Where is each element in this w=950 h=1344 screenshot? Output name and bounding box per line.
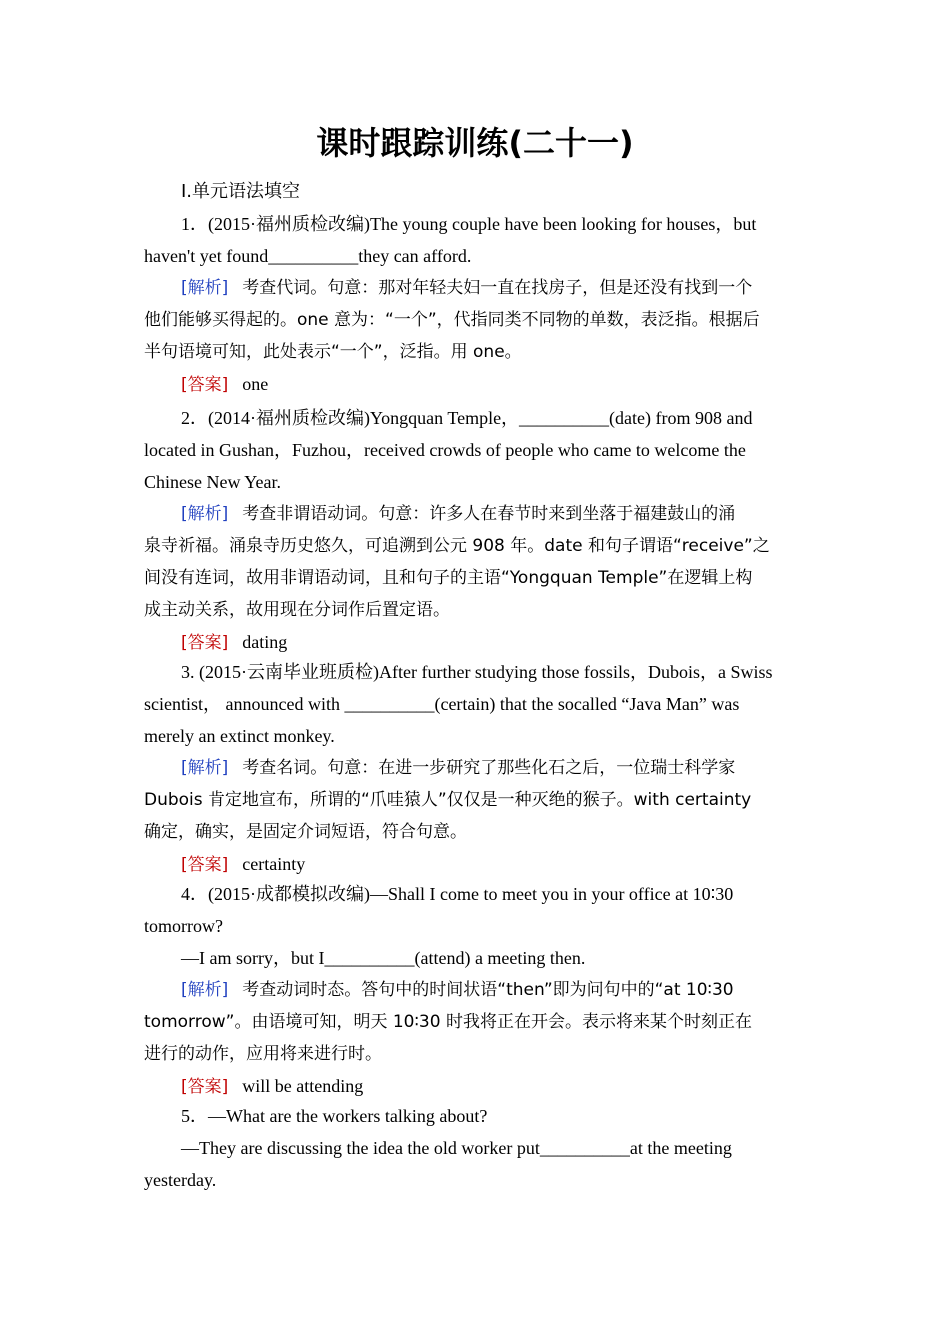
answer-3-text: certainty (242, 854, 306, 874)
answer-1-text: one (242, 374, 269, 394)
answer-4-line (144, 1070, 806, 1103)
analysis-2-line-4: 成主动关系，故用现在分词作后置定语。 (144, 600, 450, 620)
question-5-line-2: —They are discussing the idea the old worker put__________at the meeting (181, 1138, 732, 1158)
question-2-line-3: Chinese New Year. (144, 472, 281, 492)
answer-tag: [答案] (181, 855, 229, 875)
question-5-line-1: 5．—What are the workers talking about? (181, 1106, 488, 1126)
question-5 (144, 1100, 806, 1196)
question-4-line-3: —I am sorry，but I__________(attend) a meeting then. (181, 948, 586, 968)
analysis-1-line-1 (144, 272, 806, 304)
analysis-tag: [解析] (181, 278, 229, 298)
question-3 (144, 656, 806, 881)
analysis-4-text: 考查动词时态。答句中的时间状语“then”即为问句中的“at 10∶30 (242, 980, 734, 1000)
question-2-line-2: located in Gushan，Fuzhou，received crowds of people who came to welcome the (144, 440, 746, 460)
analysis-1-line-2: 他们能够买得起的。one 意为：“一个”，代指同类不同物的单数，表泛指。根据后 (144, 310, 760, 330)
answer-3-line (144, 848, 806, 881)
answer-4-text: will be attending (242, 1076, 364, 1096)
page-title: 课时跟踪训练(二十一) (316, 124, 634, 162)
analysis-4-line-3: 进行的动作，应用将来进行时。 (144, 1044, 382, 1064)
question-4-line-2: tomorrow? (144, 916, 223, 936)
analysis-3-line-2: Dubois 肯定地宣布，所谓的“爪哇猿人”仅仅是一种灭绝的猴子。with certainty (144, 790, 752, 810)
analysis-2-line-1 (144, 498, 806, 530)
question-4 (144, 878, 806, 1103)
analysis-tag: [解析] (181, 758, 229, 778)
analysis-4-line-2: tomorrow”。由语境可知，明天 10∶30 时我将正在开会。表示将来某个时刻正在 (144, 1012, 752, 1032)
question-1 (144, 208, 806, 401)
analysis-tag: [解析] (181, 504, 229, 524)
analysis-3-text: 考查名词。句意：在进一步研究了那些化石之后，一位瑞士科学家 (242, 758, 736, 778)
analysis-1-line-3: 半句语境可知，此处表示“一个”，泛指。用 one。 (144, 342, 522, 362)
answer-tag: [答案] (181, 375, 229, 395)
question-4-line-1: 4．(2015·成都模拟改编)—Shall I come to meet you in your office at 10∶30 (181, 884, 734, 904)
answer-2-line (144, 626, 806, 659)
analysis-3-line-1 (144, 752, 806, 784)
analysis-4-line-1 (144, 974, 806, 1006)
answer-tag: [答案] (181, 1077, 229, 1097)
section-heading: Ⅰ.单元语法填空 (181, 181, 301, 202)
analysis-tag: [解析] (181, 980, 229, 1000)
answer-tag: [答案] (181, 633, 229, 653)
analysis-1-text: 考查代词。句意：那对年轻夫妇一直在找房子，但是还没有找到一个 (242, 278, 753, 298)
answer-1-line (144, 368, 806, 401)
question-3-line-1: 3. (2015·云南毕业班质检)After further studying those fossils，Dubois，a Swiss (181, 662, 773, 682)
answer-2-text: dating (242, 632, 288, 652)
question-1-line-2: haven't yet found__________they can afford. (144, 246, 472, 266)
question-3-line-3: merely an extinct monkey. (144, 726, 335, 746)
analysis-2-line-2: 泉寺祈福。涌泉寺历史悠久，可追溯到公元 908 年。date 和句子谓语“receive”之 (144, 536, 770, 556)
analysis-2-line-3: 间没有连词，故用非谓语动词，且和句子的主语“Yongquan Temple”在逻辑上构 (144, 568, 753, 588)
analysis-2-text: 考查非谓语动词。句意：许多人在春节时来到坐落于福建鼓山的涌 (242, 504, 736, 524)
question-1-line-1: 1．(2015·福州质检改编)The young couple have been looking for houses，but (181, 214, 757, 234)
question-3-line-2: scientist， announced with __________(certain) that the socalled “Java Man” was (144, 694, 740, 714)
question-2-line-1: 2．(2014·福州质检改编)Yongquan Temple，__________(date) from 908 and (181, 408, 753, 428)
question-2 (144, 402, 806, 659)
analysis-3-line-3: 确定，确实，是固定介词短语，符合句意。 (144, 822, 467, 842)
question-5-line-3: yesterday. (144, 1170, 217, 1190)
